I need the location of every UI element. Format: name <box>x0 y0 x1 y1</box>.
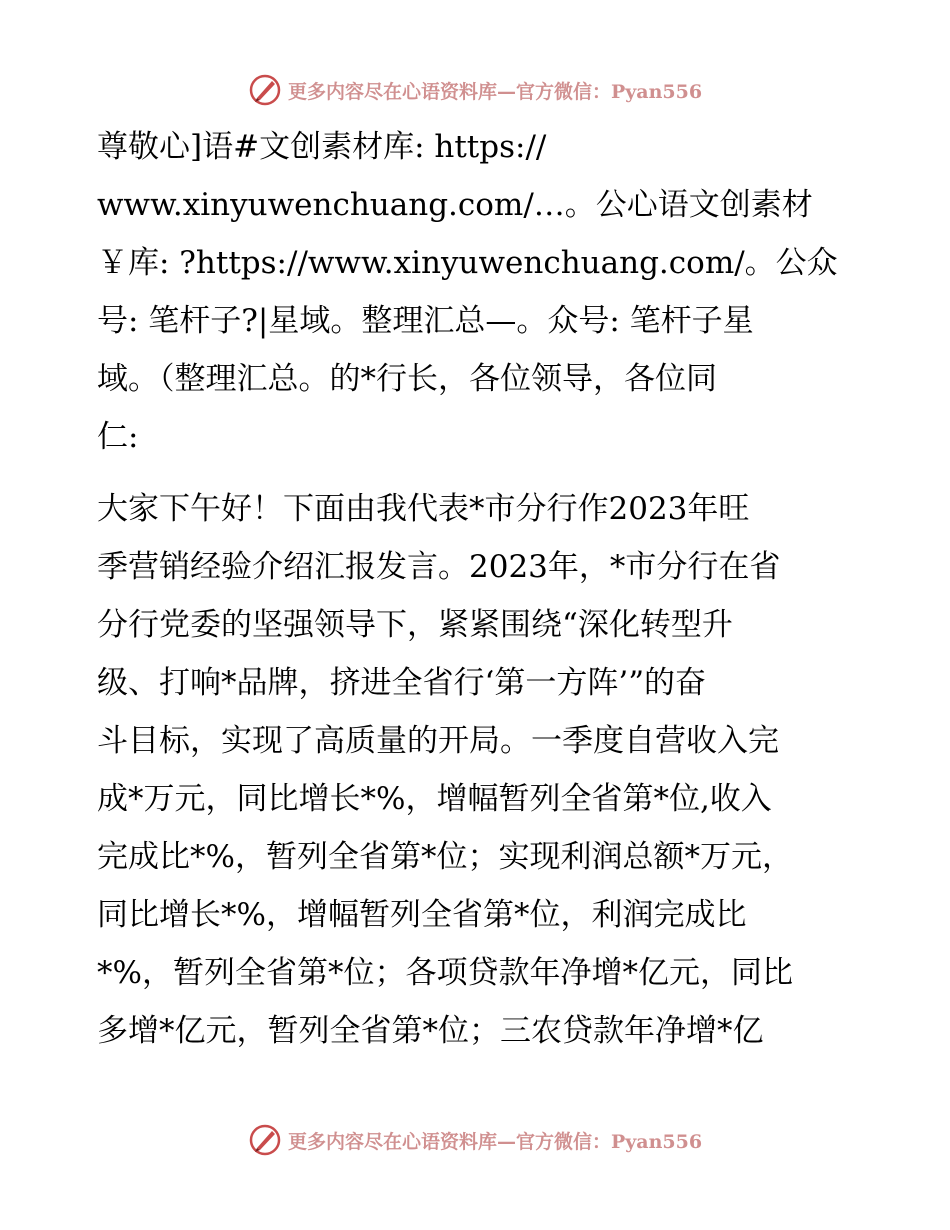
text-line: 分行党委的坚强领导下，紧紧围绕“深化转型升 <box>97 607 733 643</box>
document-body <box>97 118 857 1060</box>
footer-banner <box>0 1120 950 1160</box>
text-line: 仁: <box>97 419 139 455</box>
text-line: 完成比*%，暂列全省第*位；实现利润总额*万元， <box>97 839 793 875</box>
text-line: www.xinyuwenchuang.com/…。公心语文创素材 <box>97 187 813 223</box>
text-line: 同比增长*%，增幅暂列全省第*位，利润完成比 <box>97 897 747 933</box>
header-banner <box>0 70 950 110</box>
text-line: 成*万元，同比增长*%，增幅暂列全省第*位,收入 <box>97 781 772 817</box>
text-line: ￥库: ?https://www.xinyuwenchuang.com/。公众 <box>97 245 838 281</box>
paragraph-report <box>97 480 857 1060</box>
logo-pen-icon <box>248 73 282 107</box>
text-line: 大家下午好！下面由我代表*市分行作2023年旺 <box>97 491 750 527</box>
text-line: *%，暂列全省第*位；各项贷款年净增*亿元，同比 <box>97 955 793 991</box>
text-line: 多增*亿元，暂列全省第*位；三农贷款年净增*亿 <box>97 1013 764 1049</box>
text-line: 级、打响*品牌，挤进全省行‘第一方阵’”的奋 <box>97 665 707 701</box>
text-line: 尊敬心]语#文创素材库: https:// <box>97 129 547 165</box>
text-line: 域。（整理汇总。的*行长，各位领导，各位同 <box>97 361 717 397</box>
footer-banner-text: 更多内容尽在心语资料库—官方微信：Pyan556 <box>287 1130 703 1153</box>
text-line: 斗目标，实现了高质量的开局。一季度自营收入完 <box>97 723 779 759</box>
paragraph-greeting <box>97 118 857 466</box>
text-line: 号: 笔杆子?|星域。整理汇总—。众号: 笔杆子星 <box>97 303 754 339</box>
logo-pen-icon <box>248 1123 282 1157</box>
text-line: 季营销经验介绍汇报发言。2023年，*市分行在省 <box>97 549 781 585</box>
header-banner-text: 更多内容尽在心语资料库—官方微信：Pyan556 <box>287 80 703 103</box>
